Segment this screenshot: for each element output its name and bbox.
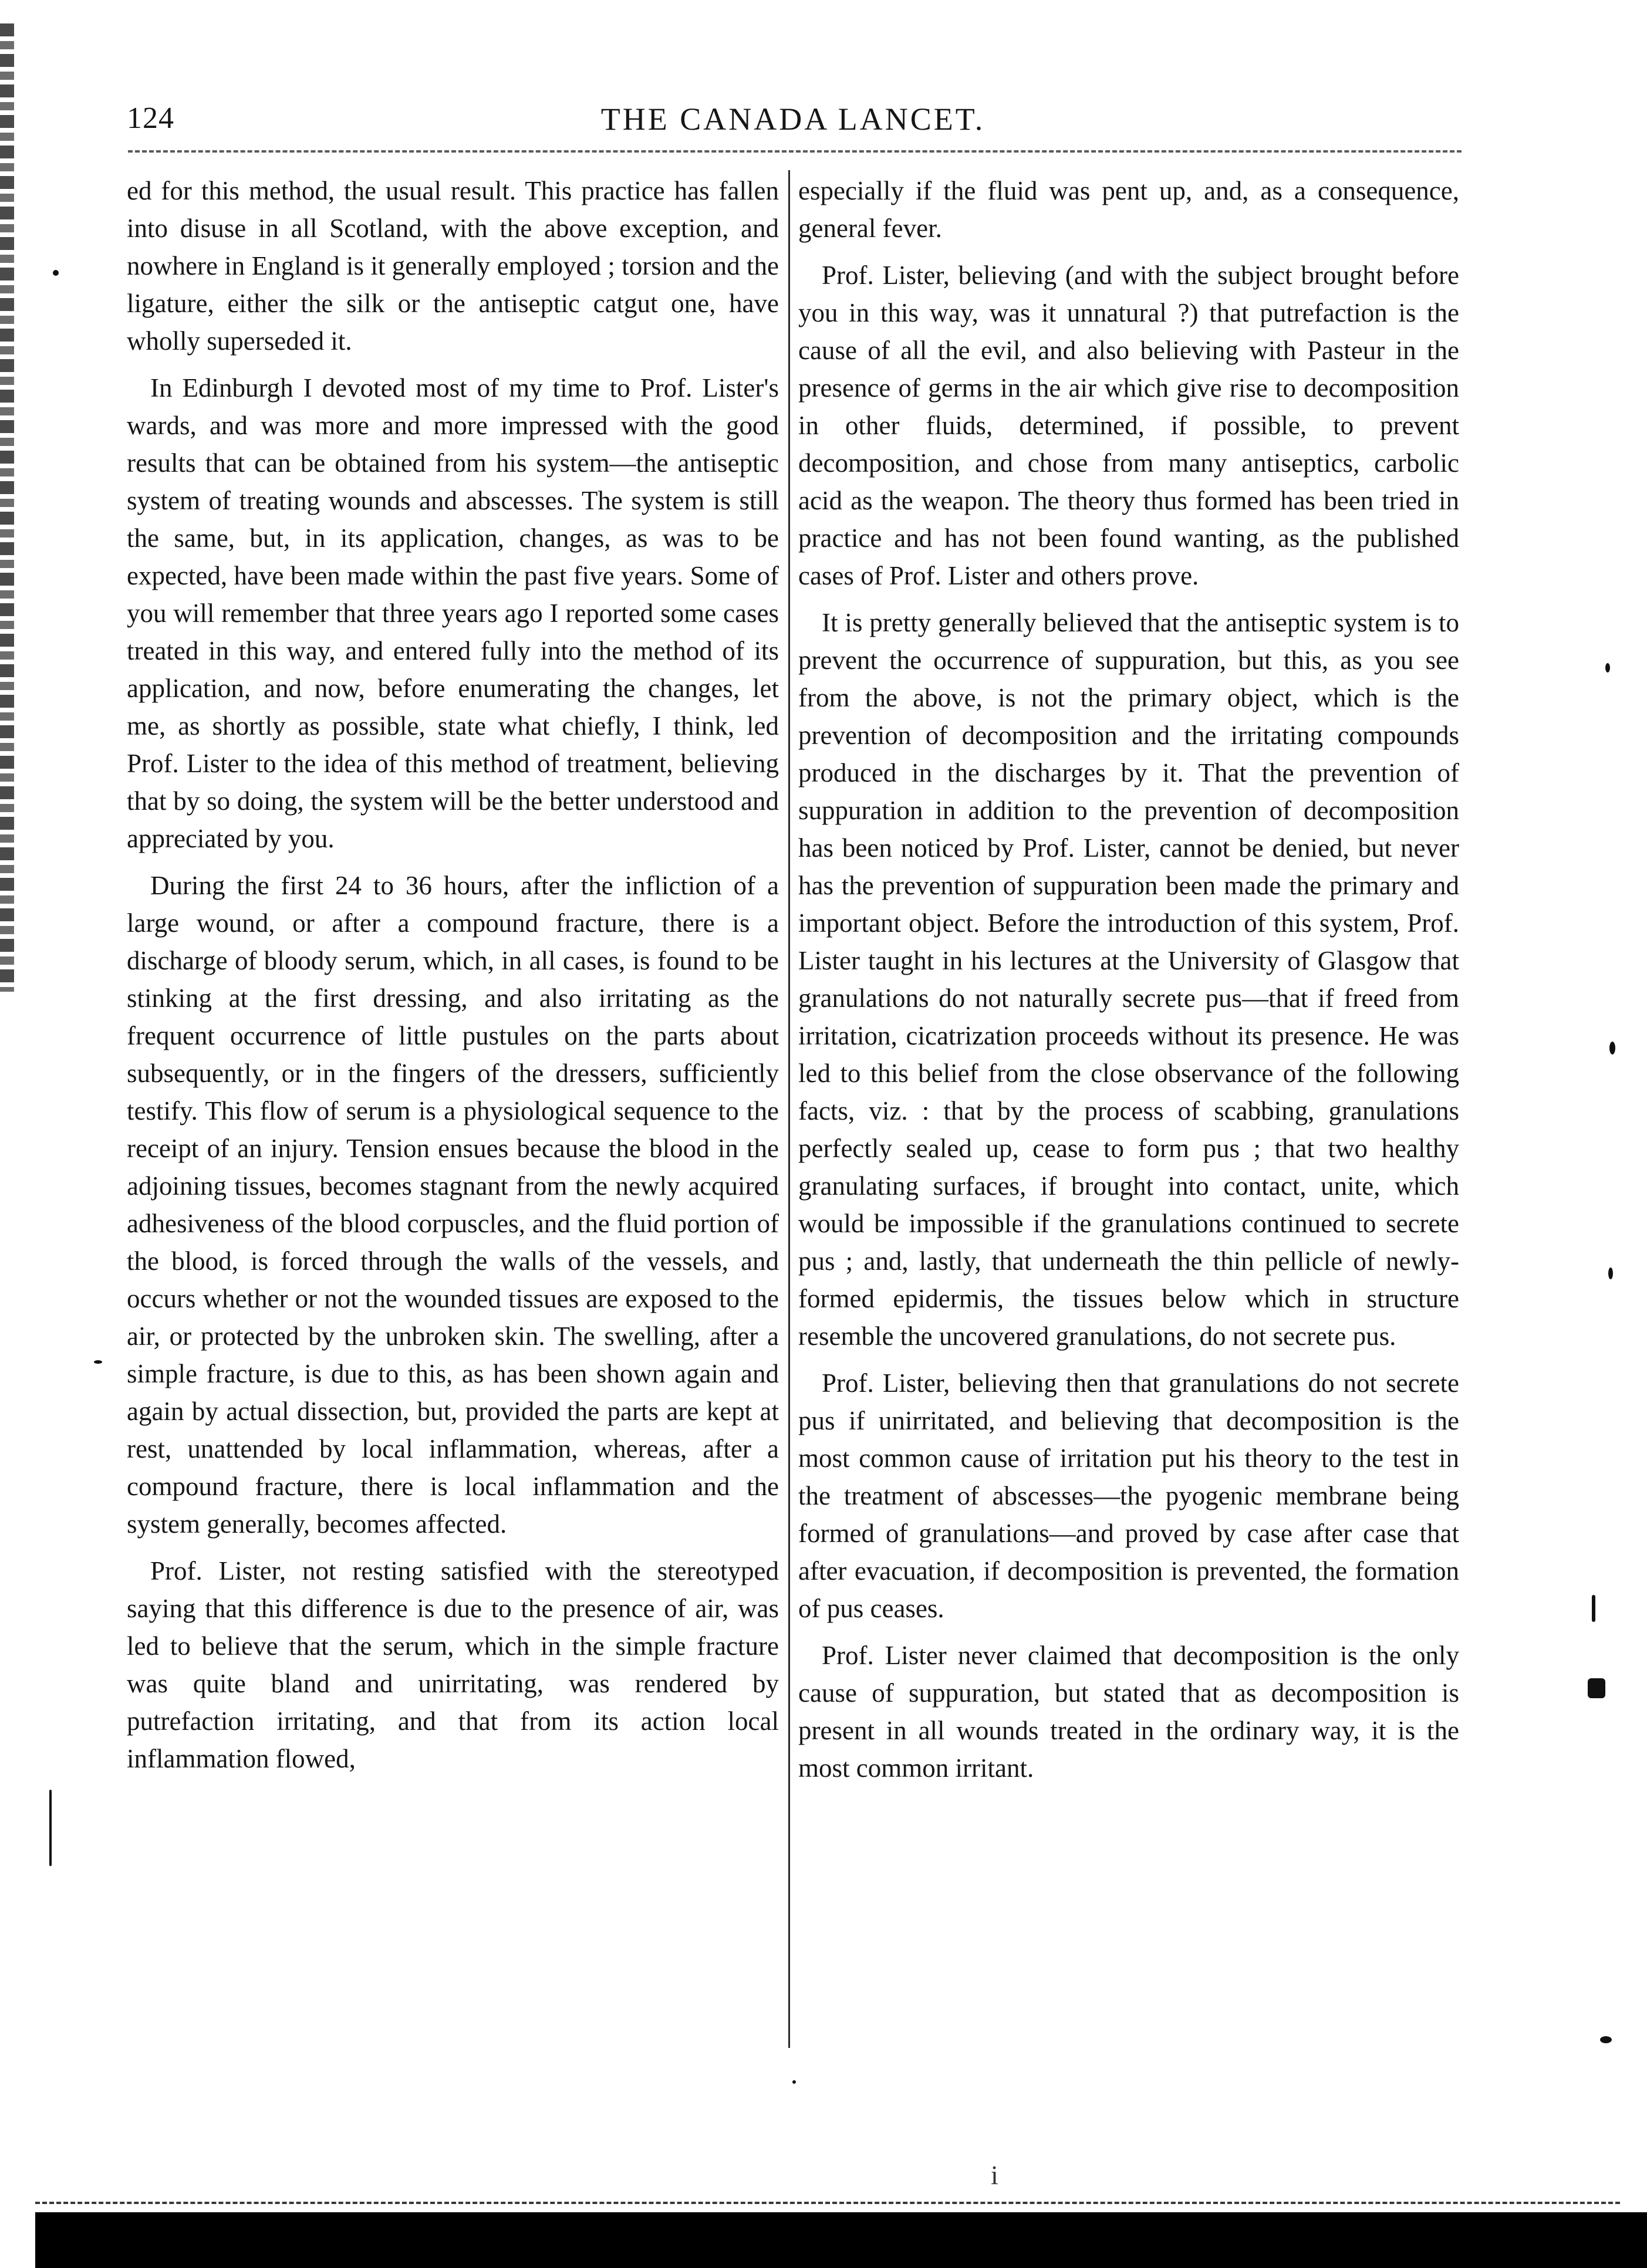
ink-speck	[1600, 2036, 1612, 2043]
bottom-dashed-rule	[35, 2202, 1620, 2204]
ink-speck	[792, 2080, 796, 2084]
page-header	[127, 101, 1459, 142]
left-paragraph-3: During the first 24 to 36 hours, after the infliction of a large wound, or after a compound fracture, there is a discharge of bloody serum, which, in all cases, is found to be stinking at the first dressing, and also irritating as the frequent occurrence of little pustules on the parts about subsequently, or in the fingers of the dressers, sufficiently testify. This flow of serum is a physiological sequence to the receipt of an injury. Tension ensues because the blood in the adjoining tissues, becomes stagnant from the newly acquired adhesiveness of the blood corpuscles, and the fluid portion of the blood, is forced through the walls of the vessels, and occurs whether or not the wounded tissues are exposed to the air, or protected by the unbroken skin. The swelling, after a simple fracture, is due to this, as has been shown again and again by actual dissection, but, provided the parts are kept at rest, unattended by local inflammation, whereas, after a compound fracture, there is local inflammation and the system generally, becomes affected.	[127, 871, 779, 1539]
right-column	[798, 172, 1459, 1796]
right-paragraph-5: Prof. Lister never claimed that decomposition is the only cause of suppuration, but stated that as decomposition is present in all wounds treated in the ordinary way, it is the most common irritant.	[798, 1641, 1459, 1783]
bottom-signature-mark: i	[991, 2160, 998, 2190]
ink-speck	[94, 1360, 102, 1364]
bottom-scan-bar	[35, 2212, 1647, 2268]
ink-speck	[1592, 1595, 1595, 1622]
left-paragraph-1: ed for this method, the usual result. This practice has fallen into disuse in all Scotland, with the above exception, and nowhere in England is it generally employed ; torsion and the ligature, either the silk or the antiseptic catgut one, have wholly superseded it.	[127, 176, 779, 356]
right-paragraph-2: Prof. Lister, believing (and with the subject brought before you in this way, was it unnatural ?) that putrefaction is the cause of all the evil, and also believing with Pasteur in the presence of germs in the air which give rise to decomposition in other fluids, determined, if possible, to prevent decomposition, and chose from many antiseptics, carbolic acid as the weapon. The theory thus formed has been tried in practice and has not been found wanting, as the published cases of Prof. Lister and others prove.	[798, 261, 1459, 590]
ink-speck	[1609, 1042, 1615, 1054]
header-rule	[128, 150, 1462, 153]
page-number: 124	[127, 102, 174, 135]
left-paragraph-2: In Edinburgh I devoted most of my time to Prof. Lister's wards, and was more and more impressed with the good results that can be obtained from his system—the antiseptic system of treating wounds and abscesses. The system is still the same, but, in its application, changes, as was to be expected, have been made within the past five years. Some of you will remember that three years ago I reported some cases treated in this way, and entered fully into the method of its application, and now, before enumerating the changes, let me, as shortly as possible, state what chiefly, I think, led Prof. Lister to the idea of this method of treatment, believing that by so doing, the system will be the better understood and appreciated by you.	[127, 373, 779, 853]
ink-speck	[1588, 1678, 1605, 1698]
ink-speck	[53, 270, 59, 276]
left-paragraph-4: Prof. Lister, not resting satisfied with the stereotyped saying that this difference is due to the presence of air, was led to believe that the serum, which in the simple fracture was quite bland and unirritating, was rendered by putrefaction irritating, and that from its action local inflammation flowed,	[127, 1556, 779, 1773]
ink-speck	[49, 1790, 52, 1866]
column-divider	[788, 170, 790, 2048]
scan-binding-edge	[0, 23, 14, 992]
left-column	[127, 172, 779, 1787]
right-paragraph-1: especially if the fluid was pent up, and, as a consequence, general fever.	[798, 176, 1459, 243]
ink-speck	[1605, 663, 1610, 672]
right-paragraph-4: Prof. Lister, believing then that granulations do not secrete pus if unirritated, and believing that decomposition is the most common cause of irritation put his theory to the test in the treatment of abscesses—the pyogenic membrane being formed of granulations—and proved by case after case that after evacuation, if decomposition is prevented, the formation of pus ceases.	[798, 1368, 1459, 1623]
running-head: THE CANADA LANCET.	[600, 102, 986, 137]
right-paragraph-3: It is pretty generally believed that the antiseptic system is to prevent the occurrence of suppuration, but this, as you see from the above, is not the primary object, which is the prevention of decomposition and the irritating compounds produced in the discharges by it. That the prevention of suppuration in addition to the prevention of decomposition has been noticed by Prof. Lister, cannot be denied, but never has the prevention of suppuration been made the primary and important object. Before the introduction of this system, Prof. Lister taught in his lectures at the University of Glasgow that granulations do not naturally secrete pus—that if freed from irritation, cicatrization proceeds without its presence. He was led to this belief from the close observance of the following facts, viz. : that by the process of scabbing, granulations perfectly sealed up, cease to form pus ; that two healthy granulating surfaces, if brought into contact, unite, which would be impossible if the granulations continued to secrete pus ; and, lastly, that underneath the thin pellicle of newly-formed epidermis, the tissues below which in structure resemble the uncovered granulations, do not secrete pus.	[798, 608, 1459, 1351]
ink-speck	[1608, 1267, 1613, 1279]
